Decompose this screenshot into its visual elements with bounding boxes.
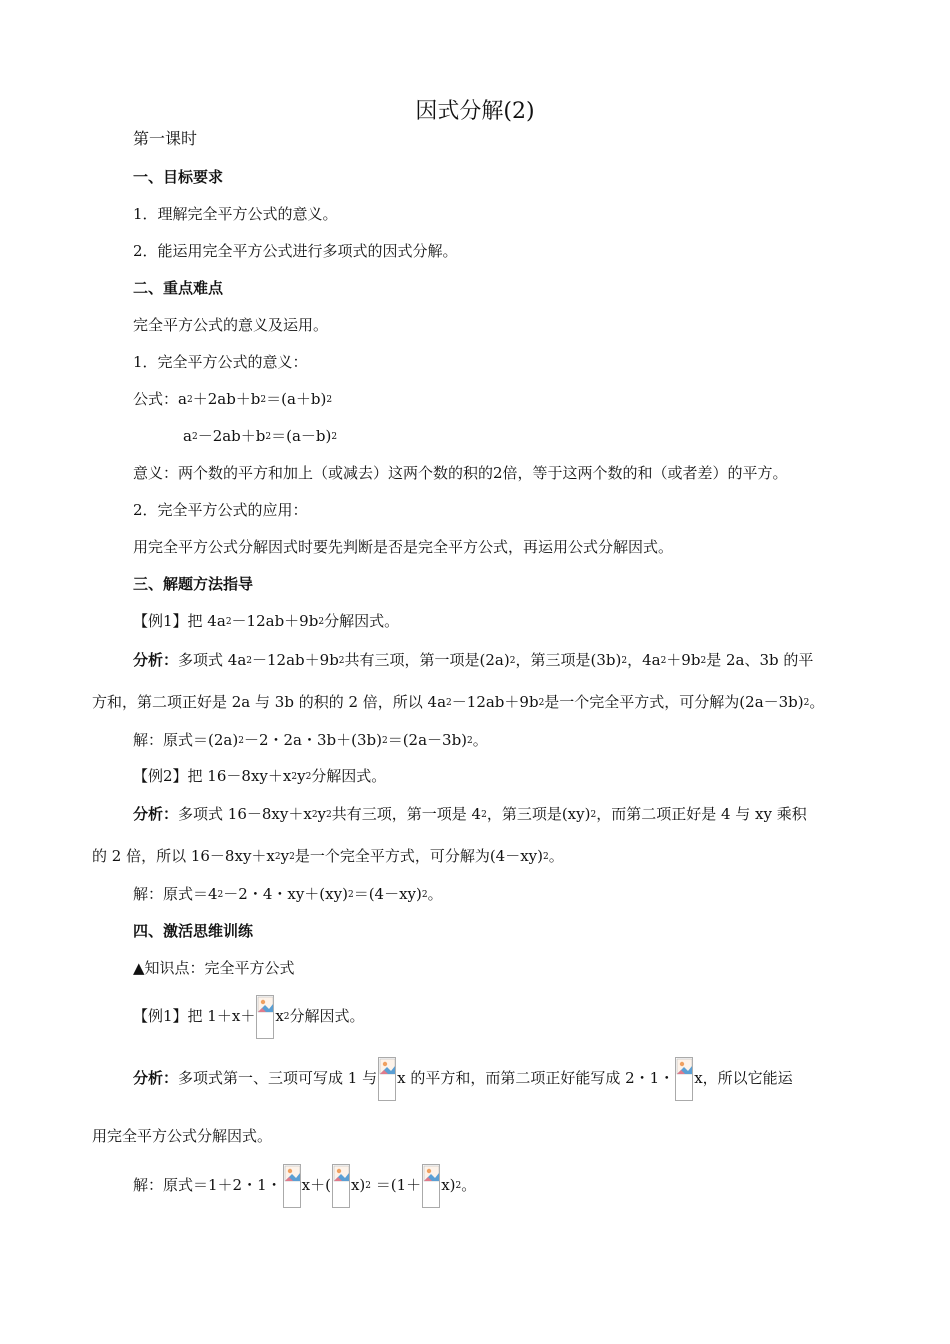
application-text: 用完全平方公式分解因式时要先判断是否是完全平方公式，再运用公式分解因式。 <box>133 538 674 556</box>
key-point-1: 1．完全平方公式的意义： <box>133 353 308 371</box>
formula-label: 公式： <box>133 390 179 408</box>
example-1-analysis-cont: 方和，第二项正好是 2a 与 3b 的积的 2 倍，所以 $4a^2-12ab+9b^2$是一个完全平方式，可分解为$(2a-3b)^2$。 <box>92 693 825 711</box>
broken-image-icon <box>378 1057 396 1101</box>
section-heading-goals: 一、目标要求 <box>133 168 224 186</box>
practice-analysis: 分析：多项式第一、三项可写成 1 与 x 的平方和，而第二项正好能写成 2・1・ x，所以它能运 <box>133 1056 793 1101</box>
lesson-label: 第一课时 <box>133 129 198 148</box>
broken-image-icon <box>332 1164 350 1208</box>
example-1-prompt: 【例1】把 $4a^2-12ab+9b^2$分解因式。 <box>133 612 400 630</box>
broken-image-icon <box>256 995 274 1039</box>
practice-analysis-cont: 用完全平方公式分解因式。 <box>92 1127 273 1145</box>
section-heading-practice: 四、激活思维训练 <box>133 922 254 940</box>
knowledge-point: ▲知识点：完全平方公式 <box>133 959 295 977</box>
broken-image-icon <box>283 1164 301 1208</box>
section-heading-methods: 三、解题方法指导 <box>133 575 254 593</box>
practice-example-prompt: 【例1】把 1＋x＋ $x^2$分解因式。 <box>133 994 365 1039</box>
example-1-solution: 解：原式$=(2a)^2-2$・2a・$3b+(3b)^2=(2a-3b)^2$。 <box>133 731 488 749</box>
example-1-analysis: 分析：多项式 $4a^2-12ab+9b^2$共有三项，第一项是$(2a)^2$，第三项是$(3b)^2$，$4a^2+9b^2$是 2a、3b 的平 <box>133 651 814 669</box>
broken-image-icon <box>675 1057 693 1101</box>
formula-line-1 <box>133 388 332 410</box>
formula-meaning: 意义：两个数的平方和加上（或减去）这两个数的积的2倍，等于这两个数的和（或者差）的平方。 <box>133 464 788 482</box>
page-title: 因式分解(2) <box>415 99 535 124</box>
example-2-analysis: 分析：多项式 $16-8xy+x^2y^2$共有三项，第一项是 $4^2$，第三项是(xy)$^2$，而第二项正好是 4 与 xy 乘积 <box>133 805 807 823</box>
formula-diff: $a^2-2ab+b^2=(a-b)^2$ <box>183 427 338 445</box>
key-point-intro: 完全平方公式的意义及运用。 <box>133 316 329 334</box>
example-2-analysis-cont: 的 2 倍，所以 $16-8xy+x^2y^2$是一个完全平方式，可分解为$(4-xy)^2$。 <box>92 847 564 865</box>
broken-image-icon <box>422 1164 440 1208</box>
key-point-2: 2．完全平方公式的应用： <box>133 501 308 519</box>
formula-sum: $a^2+2ab+b^2=(a+b)^2$ <box>178 390 333 408</box>
goal-item: 1．理解完全平方公式的意义。 <box>133 205 338 223</box>
goal-item: 2．能运用完全平方公式进行多项式的因式分解。 <box>133 242 458 260</box>
example-2-prompt: 【例2】把 $16-8xy+x^2y^2$分解因式。 <box>133 767 387 785</box>
section-heading-key-points: 二、重点难点 <box>133 279 224 297</box>
example-2-solution: 解：原式$=4^2-2$・4・$xy+(xy)^2=(4-xy)^2$。 <box>133 885 443 903</box>
practice-solution: 解：原式＝1＋2・1・ x＋( x)$^2$ ＝(1＋ x)$^2$。 <box>133 1163 476 1208</box>
